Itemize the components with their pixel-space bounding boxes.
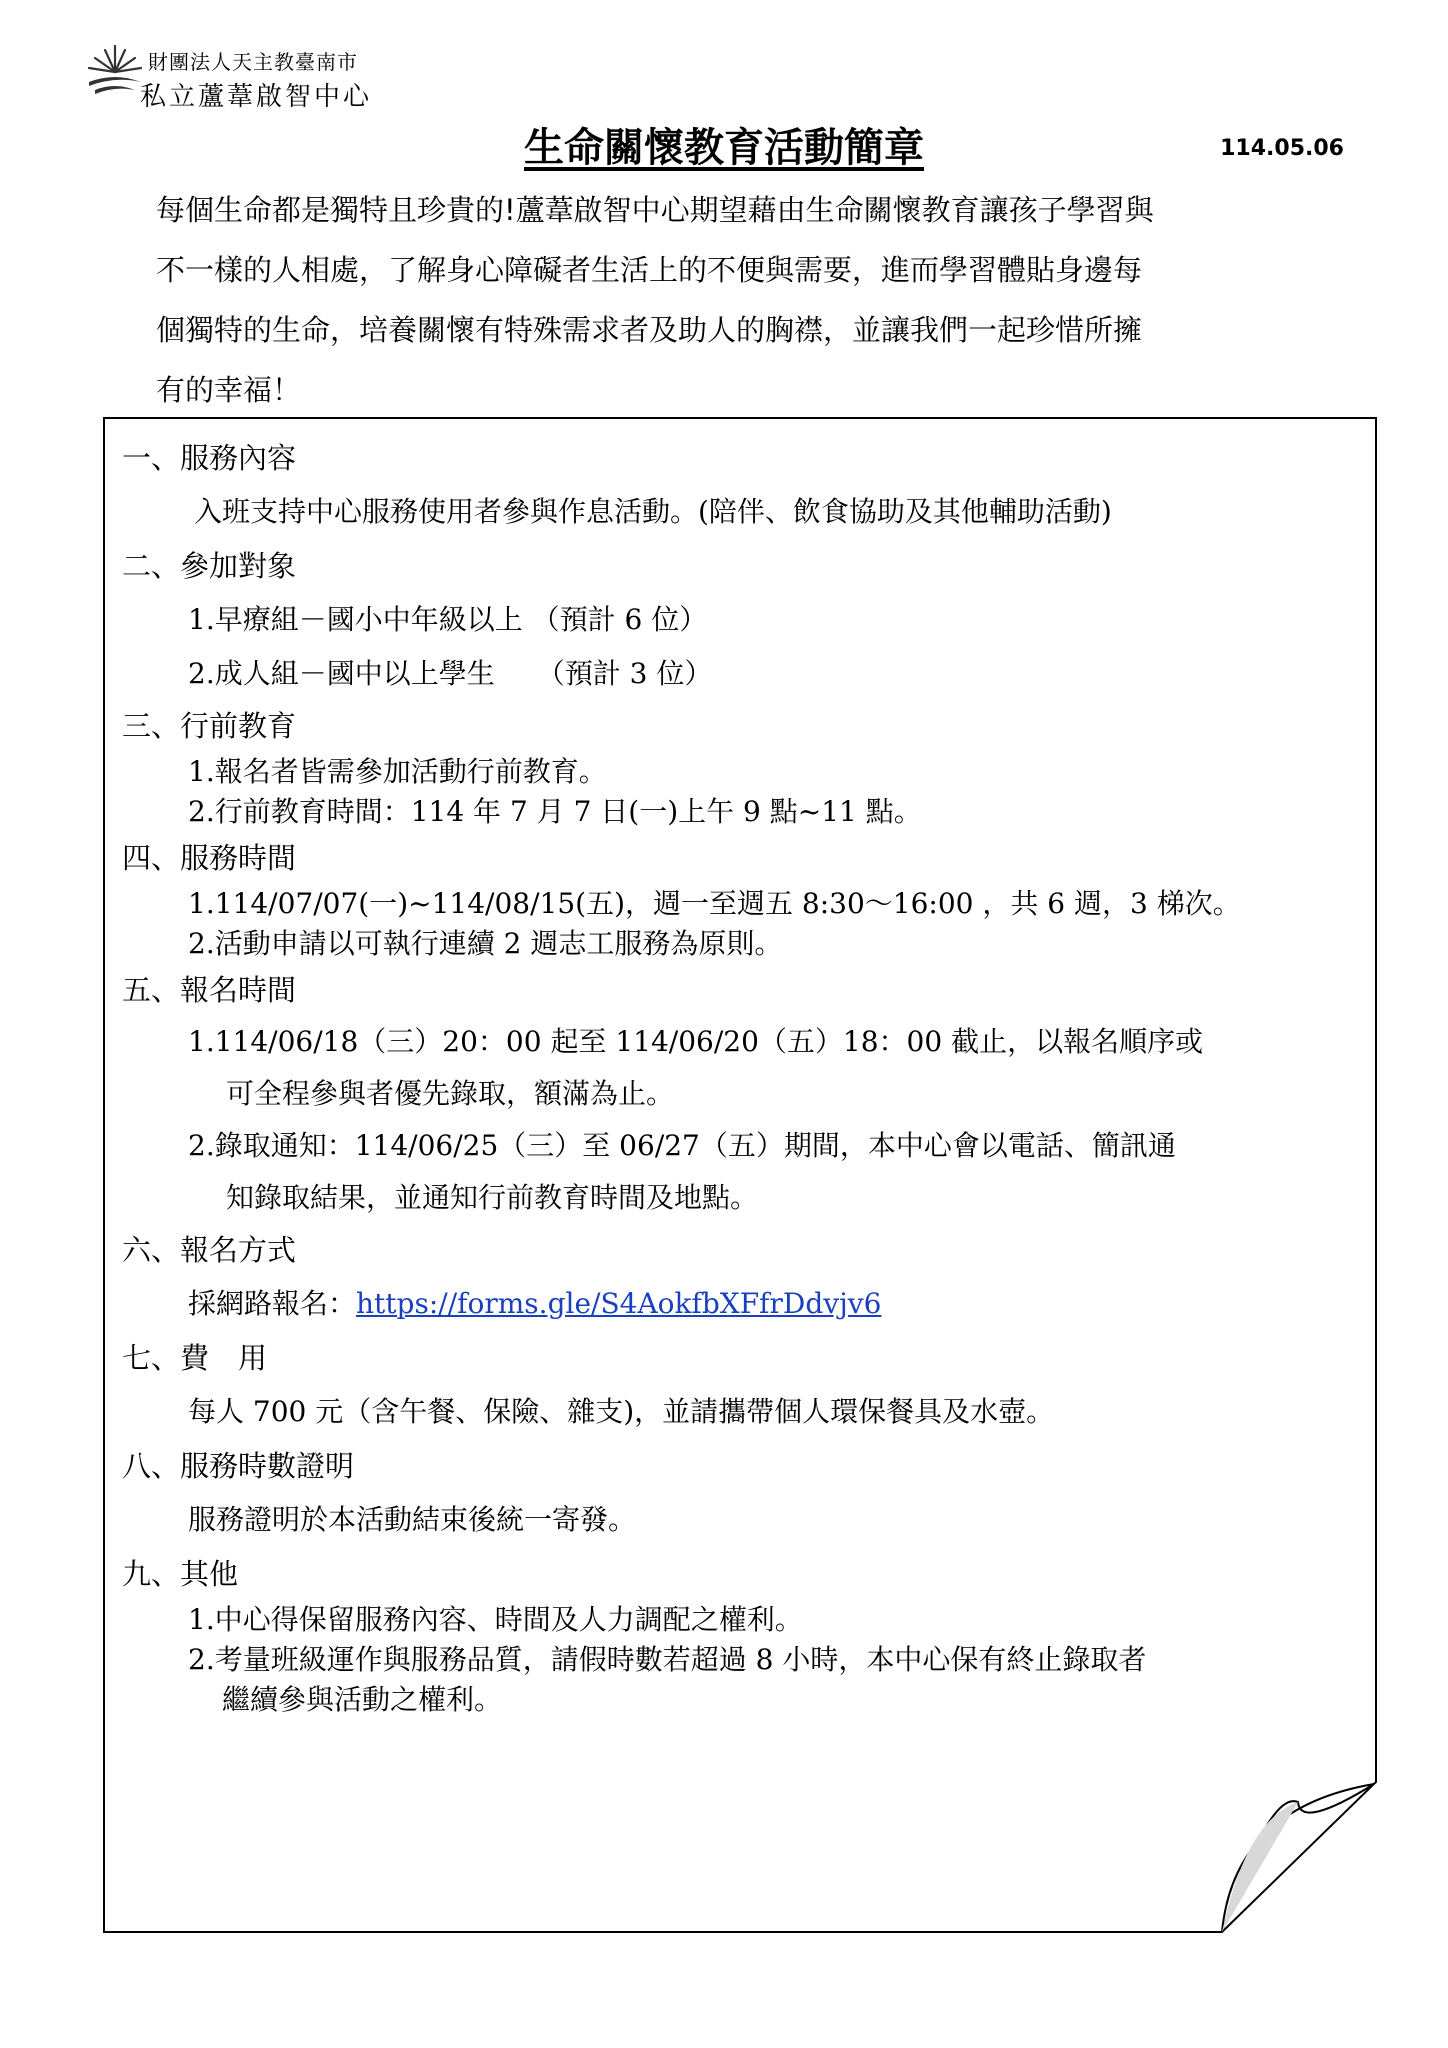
section-line: 1.中心得保留服務內容、時間及人力調配之權利。 [188,1603,803,1636]
section-line: 入班支持中心服務使用者參與作息活動。(陪伴、飲食協助及其他輔助活動) [194,495,1112,528]
section-line: 2.活動申請以可執行連續 2 週志工服務為原則。 [188,927,783,960]
intro-line: 每個生命都是獨特且珍貴的!蘆葦啟智中心期望藉由生命關懷教育讓孩子學習與 [156,193,1154,227]
registration-line [122,1276,1362,1332]
registration-prefix: 採網路報名： [188,1287,357,1320]
section-line: 1.報名者皆需參加活動行前教育。 [188,755,607,788]
section-line: 1.114/07/07(一)~114/08/15(五)，週一至週五 8:30～16:00 ，共 6 週，3 梯次。 [188,887,1241,920]
section-heading: 三、行前教育 [122,709,297,743]
intro-line: 有的幸福！ [156,373,302,407]
registration-form-link[interactable]: https://forms.gle/S4AokfbXFfrDdvjv6 [356,1287,882,1320]
section-heading: 一、服務內容 [122,441,297,475]
section-line: 可全程參與者優先錄取，額滿為止。 [226,1077,675,1110]
document-date: 114.05.06 [1220,136,1344,161]
intro-line: 不一樣的人相處，了解身心障礙者生活上的不便與需要，進而學習體貼身邊每 [156,253,1143,287]
intro-line: 個獨特的生命，培養關懷有特殊需求者及助人的胸襟，並讓我們一起珍惜所擁 [156,313,1143,347]
section-heading: 七、費 用 [122,1341,268,1375]
section-heading: 四、服務時間 [122,841,297,875]
section-heading: 六、報名方式 [122,1233,297,1267]
section-heading: 八、服務時數證明 [122,1449,355,1483]
section-line: 2.錄取通知：114/06/25（三）至 06/27（五）期間，本中心會以電話、簡訊通 [188,1129,1176,1162]
org-name-line2: 私立蘆葦啟智中心 [140,82,373,112]
section-heading: 九、其他 [122,1557,239,1591]
section-line: 每人 700 元（含午餐、保險、雜支)，並請攜帶個人環保餐具及水壺。 [188,1395,1055,1428]
section-line: 2.成人組－國中以上學生 （預計 3 位） [188,657,713,690]
document-title: 生命關懷教育活動簡章 [524,125,924,171]
section-line: 2.考量班級運作與服務品質，請假時數若超過 8 小時，本中心保有終止錄取者 [188,1643,1147,1676]
org-name-line1: 財團法人天主教臺南市 [148,50,358,74]
section-line: 知錄取結果，並通知行前教育時間及地點。 [226,1181,759,1214]
section-line: 1.114/06/18（三）20：00 起至 114/06/20（五）18：00 截止，以報名順序或 [188,1025,1204,1058]
section-heading: 二、參加對象 [122,549,297,583]
section-line: 1.早療組－國小中年級以上 （預計 6 位） [188,603,708,636]
section-line: 服務證明於本活動結束後統一寄發。 [188,1503,637,1536]
section-heading: 五、報名時間 [122,973,297,1007]
sections [122,432,1362,1720]
section-line: 繼續參與活動之權利。 [222,1683,503,1716]
section-line: 2.行前教育時間：114 年 7 月 7 日(一)上午 9 點~11 點。 [188,795,922,828]
